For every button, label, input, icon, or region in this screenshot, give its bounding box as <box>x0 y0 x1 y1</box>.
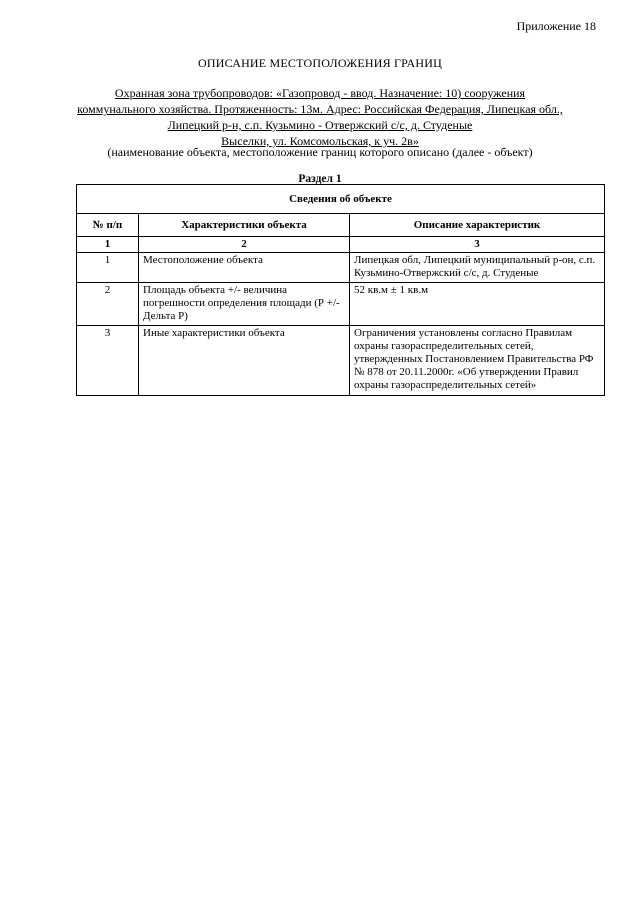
row-number: 1 <box>77 253 139 283</box>
object-line-2: коммунального хозяйства. Протяженность: 13м. Адрес: Российская Федерация, Липецкая обл., <box>77 102 563 116</box>
object-info-table <box>76 184 605 396</box>
appendix-label: Приложение 18 <box>516 19 596 33</box>
table-row <box>77 253 605 283</box>
row-number: 3 <box>77 326 139 396</box>
section-title: Раздел 1 <box>298 173 342 185</box>
column-index-3: 3 <box>350 237 605 253</box>
row-description: Липецкая обл, Липецкий муниципальный р-он, с.п. Кузьмино-Отвержский с/с, д. Студеные <box>350 253 605 283</box>
object-line-1: Охранная зона трубопроводов: «Газопровод - ввод. Назначение: 10) сооружения <box>114 86 526 100</box>
table-title: Сведения об объекте <box>77 185 605 214</box>
column-index-2: 2 <box>139 237 350 253</box>
row-number: 2 <box>77 283 139 326</box>
object-line-4: Выселки, ул. Комсомольская, к уч. 2в» <box>221 134 419 148</box>
column-header-characteristic: Характеристики объекта <box>139 214 350 237</box>
column-header-number: № п/п <box>77 214 139 237</box>
object-line-3: Липецкий р-н, с.п. Кузьмино - Отвержский с/с, д. Студеные <box>167 118 473 132</box>
row-characteristic: Площадь объекта +/- величина погрешности определения площади (Р +/- Дельта Р) <box>139 283 350 326</box>
column-index-1: 1 <box>77 237 139 253</box>
row-description: Ограничения установлены согласно Правилам охраны газораспределительных сетей, утвержденных Постановлением Правительства РФ № 878 от 20.11.2000г. «Об утверждении Правил охраны газораспределительных сетей» <box>350 326 605 396</box>
row-characteristic: Местоположение объекта <box>139 253 350 283</box>
object-caption: (наименование объекта, местоположение границ которого описано (далее - объект) <box>107 145 533 159</box>
row-description: 52 кв.м ± 1 кв.м <box>350 283 605 326</box>
column-header-description: Описание характеристик <box>350 214 605 237</box>
object-description <box>70 85 570 149</box>
table-row <box>77 326 605 396</box>
document-title: ОПИСАНИЕ МЕСТОПОЛОЖЕНИЯ ГРАНИЦ <box>198 56 442 70</box>
table-row <box>77 283 605 326</box>
row-characteristic: Иные характеристики объекта <box>139 326 350 396</box>
